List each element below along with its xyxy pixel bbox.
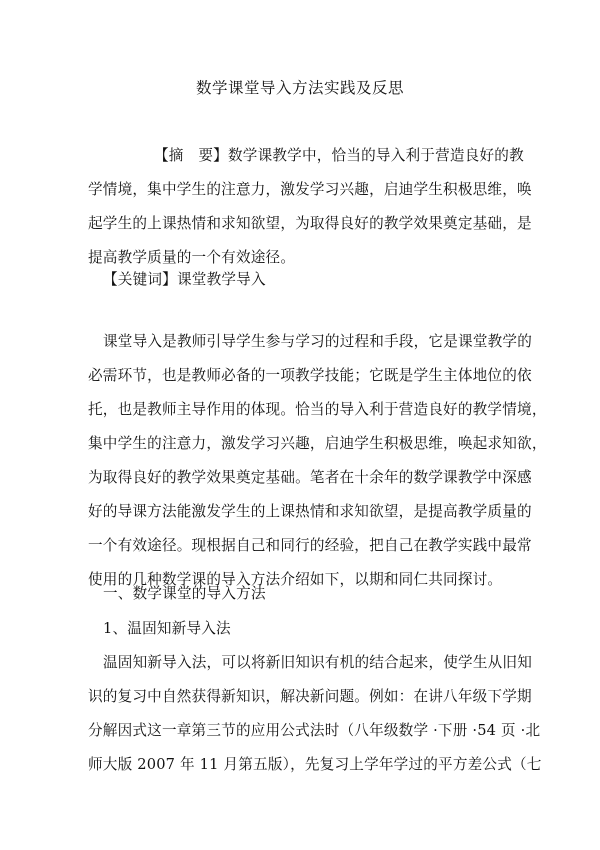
abstract-line-4: 提高教学质量的一个有效途径。 (88, 249, 296, 266)
intro-paragraph (88, 325, 547, 597)
intro-line: 必需环节，也是教师必备的一项教学技能；它既是学生主体地位的依 (88, 367, 532, 384)
keywords-block (88, 263, 512, 297)
abstract-line-1 (88, 139, 524, 173)
intro-line: 使用的几种数学课的导入方法介绍如下，以期和同仁共同探讨。 (88, 571, 503, 588)
abstract-line-3: 起学生的上课热情和求知欲望，为取得良好的教学效果奠定基础，是 (88, 215, 532, 232)
method-line: 分解因式这一章第三节的应用公式法时（八年级数学 ·下册 ·54 页 ·北 (88, 722, 541, 739)
abstract-block (88, 139, 532, 275)
method-line: 师大版 2007 年 11 月第五版），先复习上学年学过的平方差公式（七 (88, 756, 542, 773)
method-line: 温固知新导入法，可以将新旧知识有机的结合起来，使学生从旧知 (103, 654, 533, 671)
intro-line: 课堂导入是教师引导学生参与学习的过程和手段，它是课堂教学的 (103, 333, 533, 350)
document-title: 数学课堂导入方法实践及反思 (195, 79, 404, 97)
intro-line: 集中学生的注意力，激发学习兴趣，启迪学生积极思维，唤起求知欲， (88, 435, 547, 452)
section-heading-text: 一、数学课堂的导入方法 (103, 585, 266, 602)
abstract-line-2: 学情境，集中学生的注意力，激发学习兴趣，启迪学生积极思维，唤 (88, 181, 532, 198)
subsection-heading-text: 1、温固知新导入法 (103, 620, 231, 637)
subsection-heading (88, 612, 512, 646)
intro-line: 托，也是教师主导作用的体现。恰当的导入利于营造良好的教学情境， (88, 401, 547, 418)
intro-line: 为取得良好的教学效果奠定基础。笔者在十余年的数学课教学中深感 (88, 469, 532, 486)
keywords-line (88, 263, 512, 297)
method-paragraph (88, 646, 542, 782)
abstract-label: 【摘 要】 (154, 147, 228, 164)
method-line: 识的复习中自然获得新知识，解决新问题。例如：在讲八年级下学期 (88, 688, 532, 705)
keywords-label: 【关键词】 (103, 271, 177, 288)
intro-line: 一个有效途径。现根据自己和同行的经验，把自己在教学实践中最常 (88, 537, 532, 554)
section-heading (88, 577, 512, 611)
intro-line: 好的导课方法能激发学生的上课热情和求知欲望，是提高教学质量的 (88, 503, 532, 520)
keywords-text: 课堂教学导入 (176, 271, 266, 288)
abstract-text: 数学课教学中，恰当的导入利于营造良好的教 (227, 147, 524, 164)
